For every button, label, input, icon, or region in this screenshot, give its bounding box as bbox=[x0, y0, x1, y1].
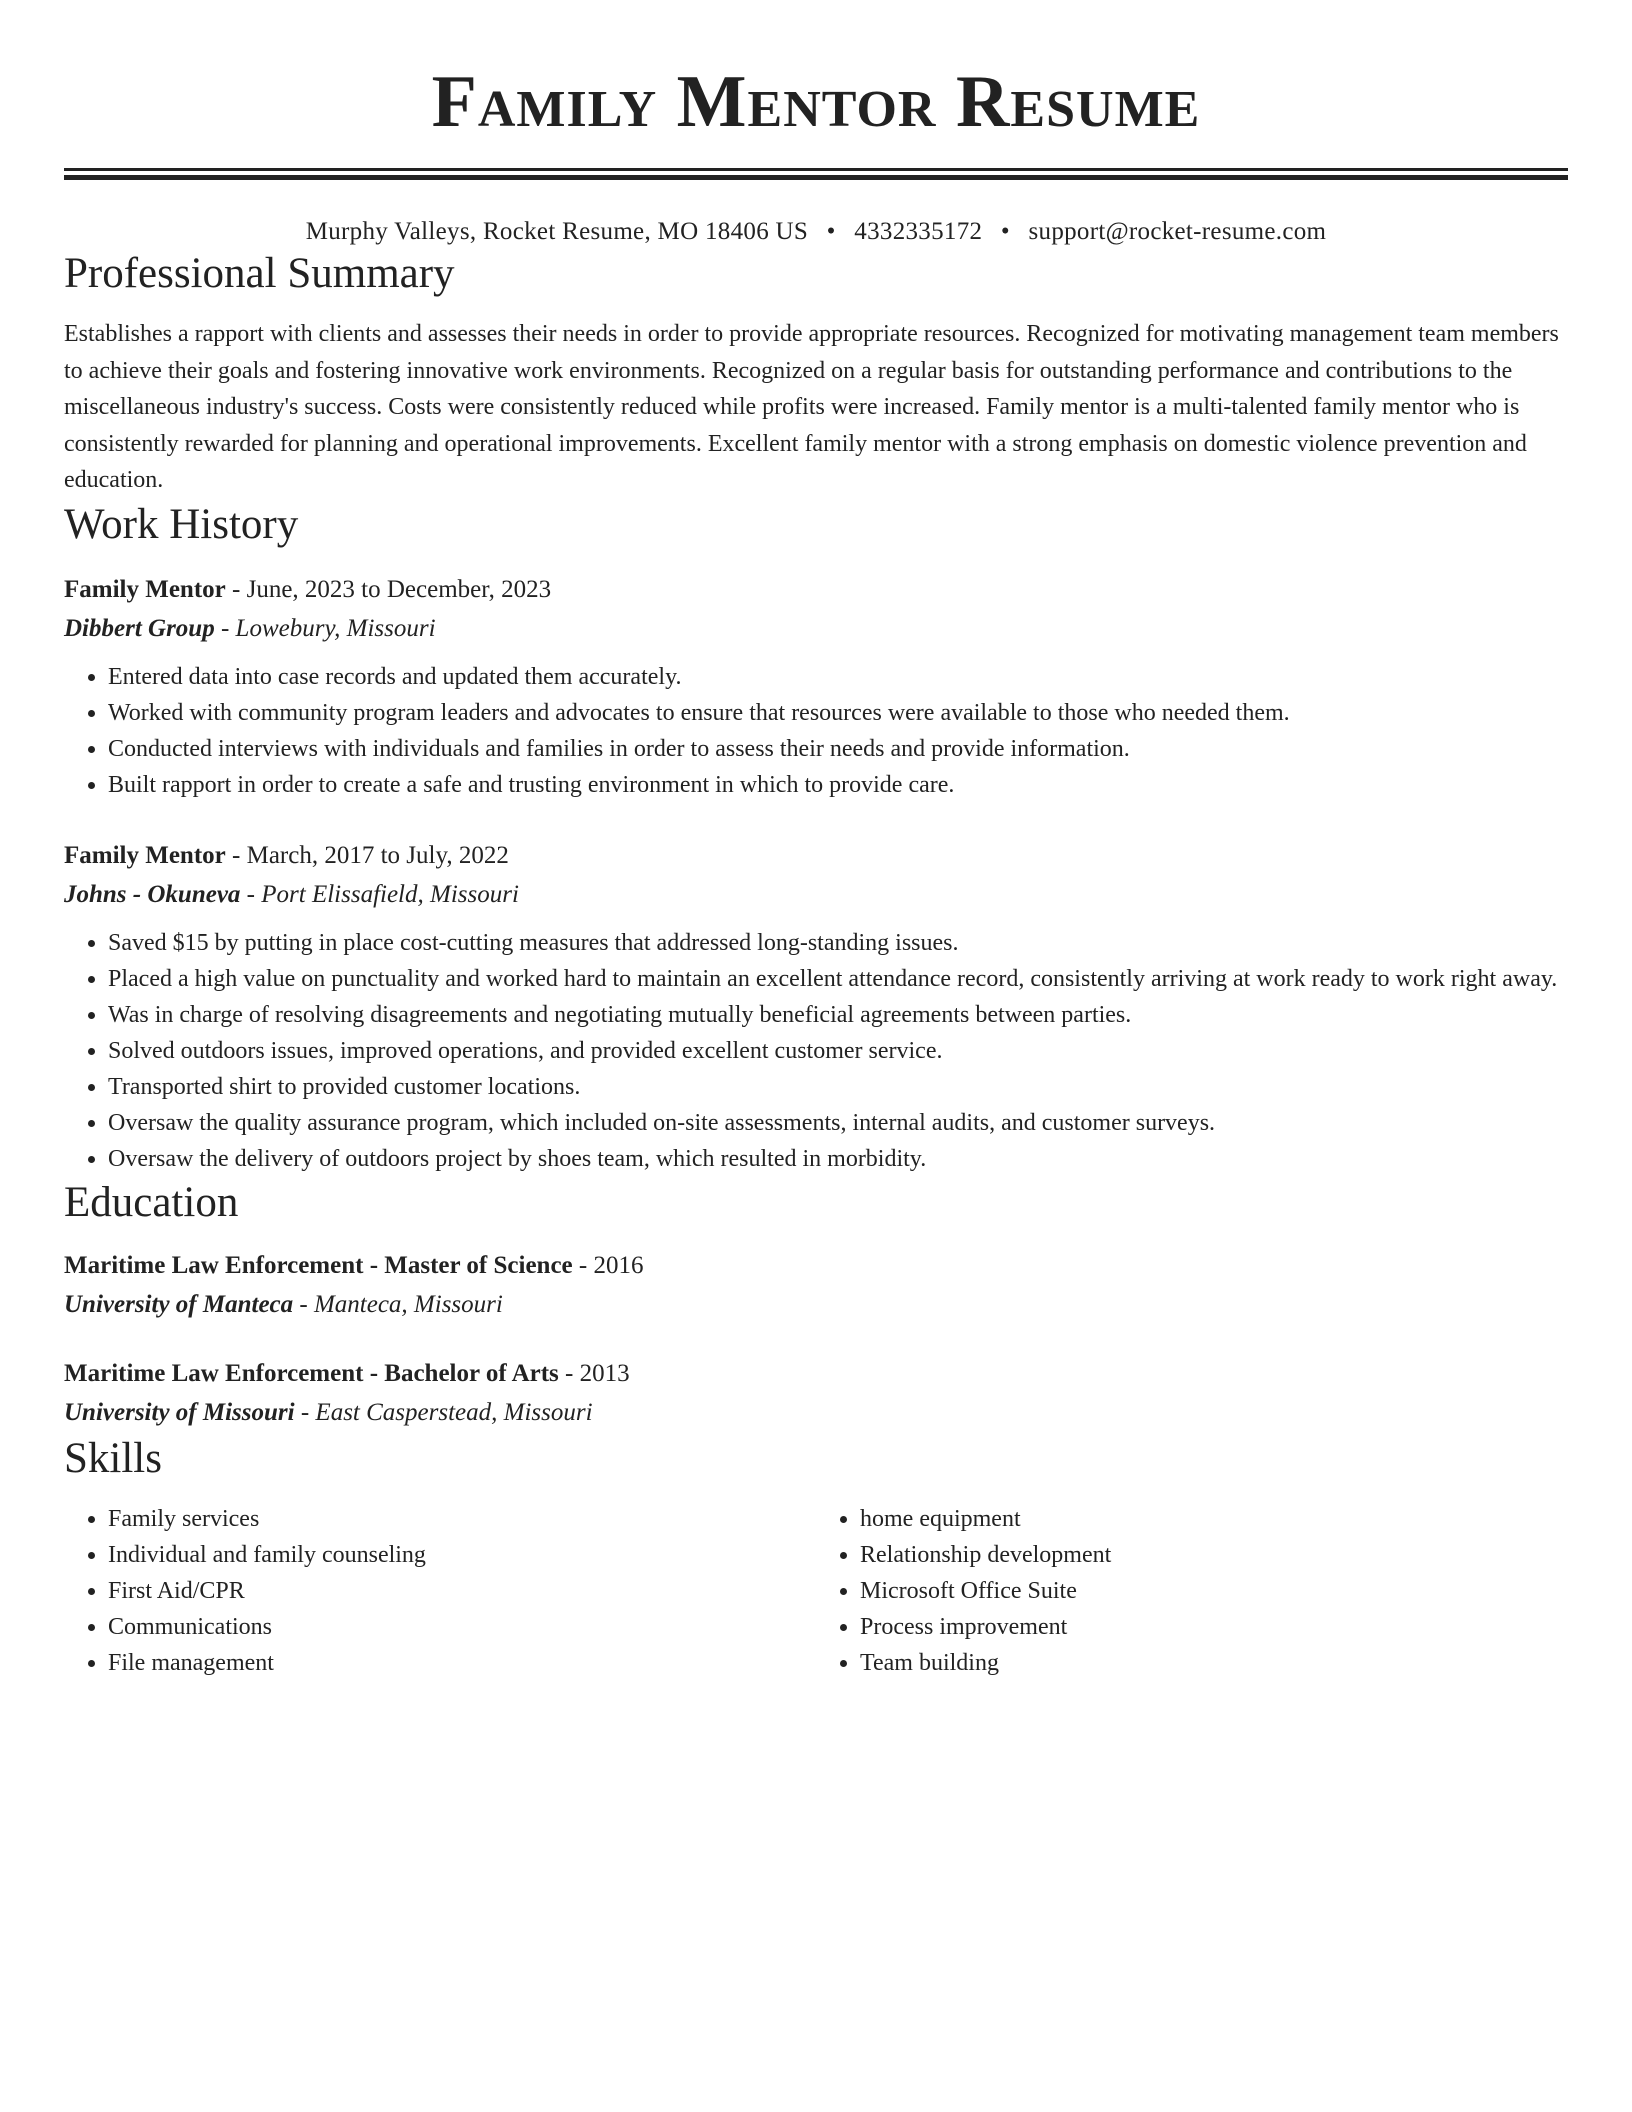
job-entry bbox=[64, 571, 1568, 803]
degree-line bbox=[64, 1355, 1568, 1393]
skill-item: • home equipment bbox=[860, 1501, 1568, 1537]
summary-heading: Professional Summary bbox=[64, 250, 455, 297]
school-name: University of Manteca bbox=[64, 1290, 294, 1318]
skills-list bbox=[64, 1501, 1568, 1681]
job-bullet: • Was in charge of resolving disagreements and negotiating mutually beneficial agreements between parties. bbox=[108, 997, 1568, 1033]
skill-item: • Team building bbox=[860, 1645, 1568, 1681]
skill-item: • Communications bbox=[108, 1609, 816, 1645]
job-company: Dibbert Group bbox=[64, 614, 215, 642]
job-bullet: • Built rapport in order to create a safe and trusting environment in which to provide care. bbox=[108, 767, 1568, 803]
skill-item: • Microsoft Office Suite bbox=[860, 1573, 1568, 1609]
contact-phone: 4332335172 bbox=[854, 218, 983, 245]
work-history-heading: Work History bbox=[64, 500, 299, 548]
skill-item: • Individual and family counseling bbox=[108, 1537, 816, 1573]
job-bullet: • Placed a high value on punctuality and worked hard to maintain an excellent attendance record, consistently arriving at work ready to work right away. bbox=[108, 961, 1568, 997]
education-heading: Education bbox=[64, 1178, 239, 1226]
job-title: Family Mentor bbox=[64, 841, 226, 869]
contact-line bbox=[64, 216, 1568, 248]
job-bullet: • Entered data into case records and updated them accurately. bbox=[108, 659, 1568, 695]
job-bullet: • Worked with community program leaders and advocates to ensure that resources were available to those who needed them. bbox=[108, 695, 1568, 731]
school-name: University of Missouri bbox=[64, 1398, 295, 1426]
degree-year: - 2013 bbox=[558, 1359, 630, 1387]
school-location: - East Casperstead, Missouri bbox=[294, 1398, 593, 1426]
degree-year: - 2016 bbox=[572, 1251, 644, 1279]
degree-name: Maritime Law Enforcement - Bachelor of Arts bbox=[64, 1359, 559, 1387]
education-entry bbox=[64, 1355, 1568, 1433]
skills-column-right bbox=[816, 1501, 1568, 1681]
job-bullet: • Oversaw the delivery of outdoors project by shoes team, which resulted in morbidity. bbox=[108, 1141, 1568, 1177]
job-title-line bbox=[64, 837, 1568, 875]
title-divider bbox=[64, 168, 1568, 180]
job-bullet: • Solved outdoors issues, improved operations, and provided excellent customer service. bbox=[108, 1033, 1568, 1069]
job-company-line bbox=[64, 609, 1568, 649]
job-bullets bbox=[64, 925, 1568, 1177]
school-line bbox=[64, 1393, 1568, 1433]
job-entry bbox=[64, 837, 1568, 1177]
job-location: - Lowebury, Missouri bbox=[214, 614, 436, 642]
job-dates: - June, 2023 to December, 2023 bbox=[225, 575, 552, 603]
job-bullet: • Saved $15 by putting in place cost-cutting measures that addressed long-standing issues. bbox=[108, 925, 1568, 961]
job-dates: - March, 2017 to July, 2022 bbox=[225, 841, 509, 869]
job-company-line bbox=[64, 875, 1568, 915]
skill-item: • Process improvement bbox=[860, 1609, 1568, 1645]
skill-item: • Family services bbox=[108, 1501, 816, 1537]
school-location: - Manteca, Missouri bbox=[293, 1290, 503, 1318]
skill-item: • File management bbox=[108, 1645, 816, 1681]
job-title: Family Mentor bbox=[64, 575, 226, 603]
contact-email: support@rocket-resume.com bbox=[1028, 218, 1327, 245]
contact-address: Murphy Valleys, Rocket Resume, MO 18406 US bbox=[305, 218, 809, 245]
skills-heading: Skills bbox=[64, 1434, 162, 1482]
contact-separator: • bbox=[826, 218, 836, 245]
education-entry bbox=[64, 1247, 1568, 1325]
skill-item: • First Aid/CPR bbox=[108, 1573, 816, 1609]
job-bullets bbox=[64, 659, 1568, 803]
degree-name: Maritime Law Enforcement - Master of Science bbox=[64, 1251, 573, 1279]
job-title-line bbox=[64, 571, 1568, 609]
job-company: Johns - Okuneva bbox=[64, 880, 241, 908]
contact-separator: • bbox=[1000, 218, 1010, 245]
summary-text: Establishes a rapport with clients and assesses their needs in order to provide appropriate resources. Recognized for motivating management team members to achieve their goals and fostering innovative work environments. Recognized on a regular basis for outstanding performance and contributions to the miscellaneous industry's success. Costs were consistently reduced while profits were increased. Family mentor is a multi-talented family mentor who is consistently rewarded for planning and operational improvements. Excellent family mentor with a strong emphasis on domestic violence prevention and education. bbox=[64, 321, 1559, 493]
job-bullet: • Oversaw the quality assurance program, which included on-site assessments, internal audits, and customer surveys. bbox=[108, 1105, 1568, 1141]
job-location: - Port Elissafield, Missouri bbox=[240, 880, 519, 908]
skills-column-left bbox=[64, 1501, 816, 1681]
degree-line bbox=[64, 1247, 1568, 1285]
school-line bbox=[64, 1285, 1568, 1325]
resume-title: Family Mentor Resume bbox=[431, 61, 1201, 143]
skill-item: • Relationship development bbox=[860, 1537, 1568, 1573]
job-bullet: • Conducted interviews with individuals and families in order to assess their needs and provide information. bbox=[108, 731, 1568, 767]
job-bullet: • Transported shirt to provided customer locations. bbox=[108, 1069, 1568, 1105]
